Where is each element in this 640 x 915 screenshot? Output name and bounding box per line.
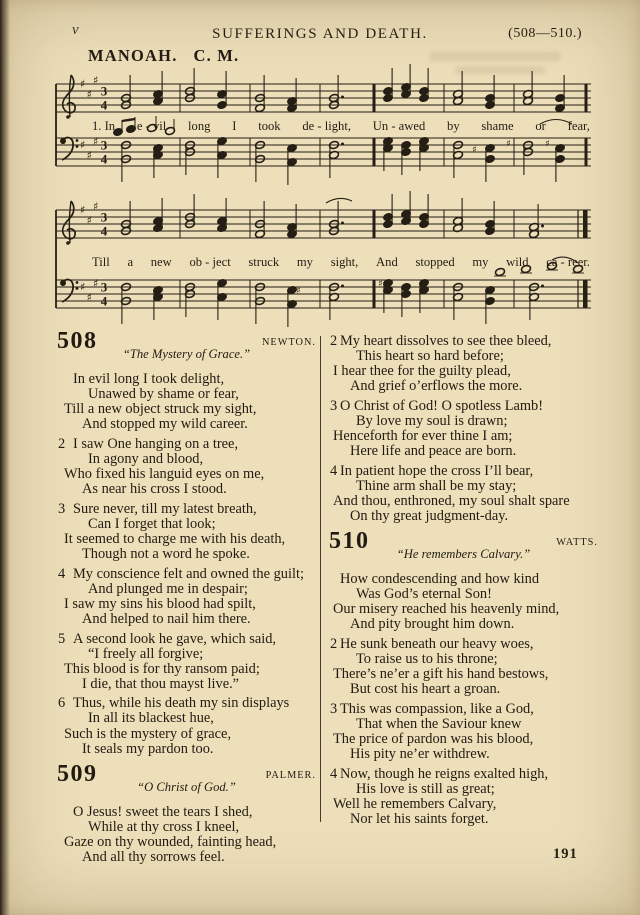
lyric-syllable: struck: [248, 255, 280, 269]
verse-line: Nor let his saints forget.: [350, 811, 489, 828]
verse: [55, 567, 318, 627]
verse-line: But cost his heart a groan.: [350, 681, 501, 698]
verse-line: In evil long I took delight,: [73, 371, 225, 387]
svg-text:3: 3: [100, 209, 108, 225]
lyric-syllable: a: [127, 255, 134, 269]
verse-line: I saw One hanging on a tree,: [73, 435, 239, 452]
svg-text:♯: ♯: [86, 149, 92, 162]
hymn-number: 510: [329, 528, 370, 555]
verse-line: Henceforth for ever thine I am;: [333, 428, 513, 445]
verse-line: He sunk beneath our heavy woes,: [340, 636, 534, 652]
verse-line: Was God’s eternal Son!: [356, 586, 492, 603]
verse-number: 2: [330, 636, 338, 652]
svg-text:3: 3: [100, 137, 108, 153]
lyric-syllable: And: [376, 255, 398, 269]
verse-line: In agony and blood,: [88, 450, 204, 467]
svg-text:4: 4: [100, 223, 108, 239]
verse-line: This was compassion, like a God,: [340, 700, 534, 717]
verse: [55, 372, 318, 432]
hymn-title: “He remembers Calvary.”: [396, 547, 531, 562]
svg-text:♯: ♯: [296, 285, 301, 297]
verse-line: My conscience felt and owned the guilt;: [73, 565, 304, 582]
lyric-syllable: 1. In: [92, 119, 116, 133]
svg-text:♯: ♯: [545, 138, 550, 150]
lyric-syllable: shame: [481, 119, 514, 133]
verse-line: “I freely all forgive;: [88, 645, 204, 662]
verse-line: And helped to nail him there.: [82, 610, 251, 627]
verse: [327, 399, 600, 459]
svg-text:♯: ♯: [93, 200, 99, 213]
lyric-syllable: de - light,: [302, 119, 351, 133]
verse-line: O Christ of God! O spotless Lamb!: [340, 397, 544, 414]
verse-number: 2: [330, 333, 338, 349]
verse-line: And grief o’erflows the more.: [350, 378, 523, 395]
svg-text:♯: ♯: [86, 291, 92, 304]
verse-line: And all thy sorrows feel.: [82, 849, 225, 866]
tune-name: MANOAH.: [88, 46, 178, 65]
tune-meter: C. M.: [193, 46, 240, 65]
lyric-syllable: by: [447, 119, 460, 133]
verse-line: This heart so hard before;: [356, 348, 504, 365]
verse-line: This blood is for thy ransom paid;: [64, 660, 260, 677]
lyric-syllable: sight,: [330, 255, 359, 269]
page-left-edge: [0, 0, 10, 915]
column-divider: [320, 336, 321, 822]
verse: [327, 702, 600, 762]
lyric-syllable: my: [472, 255, 489, 269]
verse-line: Such is the mystery of grace,: [64, 725, 232, 742]
verse-line: And stopped my wild career.: [82, 416, 248, 433]
page-number: 191: [553, 846, 578, 862]
svg-text:3: 3: [100, 279, 108, 295]
verse-line: Though not a word he spoke.: [82, 546, 250, 563]
hymn-heading: [55, 328, 318, 366]
verse-line: Thus, while his death my sin displays: [73, 695, 290, 712]
verse: [55, 632, 318, 692]
svg-text:♯: ♯: [472, 144, 477, 156]
verse-line: That when the Saviour knew: [356, 715, 522, 732]
verse-line: To raise us to his throne;: [356, 651, 498, 668]
hymn-number: 509: [57, 760, 98, 787]
verse-line: It seemed to charge me with his death,: [64, 530, 286, 547]
svg-text:4: 4: [100, 293, 108, 309]
verse-line: The price of pardon was his blood,: [333, 731, 534, 748]
verse-line: Thine arm shall be my stay;: [356, 477, 517, 494]
verse-line: Unawed by shame or fear,: [88, 386, 239, 403]
verse-line: While at thy cross I kneel,: [88, 818, 240, 835]
verse-line: Who fixed his languid eyes on me,: [64, 466, 265, 483]
svg-text:♯: ♯: [80, 77, 86, 91]
verse-line: On thy great judgment-day.: [350, 508, 509, 525]
lyric-syllable: long: [188, 119, 211, 133]
verse-line: As near his cross I stood.: [82, 481, 227, 498]
lyric-syllable: my: [296, 255, 313, 269]
verse-line: And plunged me in despair;: [88, 580, 248, 597]
verse-line: Till a new object struck my sight,: [64, 401, 257, 418]
verse-number: 4: [330, 462, 338, 479]
lyric-syllable: fear,: [567, 119, 590, 133]
verse-line: Sure never, till my latest breath,: [73, 500, 257, 517]
verse-number: 4: [330, 765, 338, 782]
svg-text:♯: ♯: [80, 138, 86, 152]
svg-text:♯: ♯: [378, 278, 383, 290]
lyric-syllable: I: [232, 119, 237, 133]
verse-line: In all its blackest hue,: [88, 710, 214, 727]
verse-line: In patient hope the cross I’ll bear,: [340, 462, 534, 479]
hymn-author: WATTS.: [556, 537, 598, 549]
lyric-syllable: Un - awed: [372, 119, 426, 133]
svg-text:♯: ♯: [93, 135, 99, 148]
verse: [327, 464, 600, 524]
verse-line: Our misery reached his heavenly mind,: [333, 601, 560, 618]
svg-text:♯: ♯: [80, 280, 86, 294]
verse: [55, 696, 318, 756]
svg-text:♯: ♯: [93, 277, 99, 290]
svg-text:3: 3: [100, 83, 108, 99]
hymn-number: 508: [57, 328, 98, 354]
running-header-hymn-range: (508—510.): [508, 26, 582, 41]
verse-line: It seals my pardon too.: [82, 740, 214, 757]
verse-number: 5: [58, 630, 66, 647]
lyric-syllable: new: [150, 255, 172, 269]
verse-line: O Jesus! sweet the tears I shed,: [73, 803, 253, 820]
lyric-syllable: ca - reer.: [546, 255, 590, 269]
sheet-music-engraving: [0, 0, 640, 330]
verse-line: Well he remembers Calvary,: [333, 795, 497, 812]
lyric-syllable: took: [258, 119, 281, 133]
hymn-author: PALMER.: [265, 769, 316, 781]
hymn-title: “O Christ of God.”: [137, 779, 236, 794]
verse-line: My heart dissolves to see thee bleed,: [340, 333, 552, 349]
hymn-author: NEWTON.: [262, 337, 316, 348]
verse-number: 6: [58, 695, 66, 712]
verse-line: There’s ne’er a gift his hand bestows,: [333, 666, 549, 683]
verse: [55, 502, 318, 562]
svg-text:♯: ♯: [93, 74, 99, 87]
verse-line: And thou, enthroned, my soul shalt spare: [333, 492, 570, 509]
verse-number: 3: [330, 397, 338, 414]
verse-line: I saw my sins his blood had spilt,: [64, 595, 256, 612]
verse-line: Gaze on thy wounded, fainting head,: [64, 833, 277, 850]
verse-line: His love is still as great;: [356, 780, 495, 797]
svg-text:♯: ♯: [86, 88, 92, 101]
verse-line: Now, though he reigns exalted high,: [340, 765, 549, 782]
verse-number: 4: [58, 565, 66, 582]
verse-line: Can I forget that look;: [88, 515, 216, 532]
lyric-syllable: wild: [506, 255, 529, 269]
hymn-text-column-left: [55, 328, 318, 870]
verse: [327, 572, 600, 632]
lyric-syllable: stopped: [415, 255, 455, 269]
sheet-music-block: [0, 0, 640, 330]
verse-line: By love my soul is drawn;: [356, 412, 508, 429]
svg-text:♯: ♯: [86, 214, 92, 227]
lyric-syllable: Till: [92, 255, 110, 269]
verse: [327, 637, 600, 697]
lyric-syllable: e - vil: [136, 119, 167, 133]
verse: [55, 437, 318, 497]
verse-line: Here life and peace are born.: [350, 443, 517, 460]
svg-text:♯: ♯: [80, 203, 86, 217]
verse-line: A second look he gave, which said,: [73, 630, 277, 647]
verse-line: And pity brought him down.: [350, 616, 515, 633]
verse: [55, 805, 318, 865]
running-header-title: SUFFERINGS AND DEATH.: [212, 26, 428, 42]
handwritten-check-mark: v: [72, 22, 79, 38]
hymn-heading: [327, 528, 600, 566]
svg-text:4: 4: [100, 97, 108, 113]
svg-text:♯: ♯: [506, 138, 511, 150]
verse-number: 3: [330, 700, 338, 717]
hymn-text-column-right: [327, 334, 600, 832]
verse: [327, 334, 600, 394]
verse-line: His pity ne’er withdrew.: [350, 746, 490, 763]
verse-number: 2: [58, 435, 66, 452]
lyric-syllable: or: [535, 119, 546, 133]
verse-line: I hear thee for the guilty plead,: [333, 363, 511, 380]
svg-text:4: 4: [100, 151, 108, 167]
lyric-syllable: ob - ject: [189, 255, 231, 269]
lyric-line-2: [92, 255, 590, 270]
hymn-title: “The Mystery of Grace.”: [122, 347, 251, 361]
verse-line: How condescending and how kind: [340, 571, 540, 588]
hymn-heading: [55, 760, 318, 799]
lyric-line-1: [92, 119, 590, 134]
verse-line: I die, that thou mayst live.”: [82, 675, 240, 692]
verse: [327, 767, 600, 827]
verse-number: 3: [58, 500, 66, 517]
